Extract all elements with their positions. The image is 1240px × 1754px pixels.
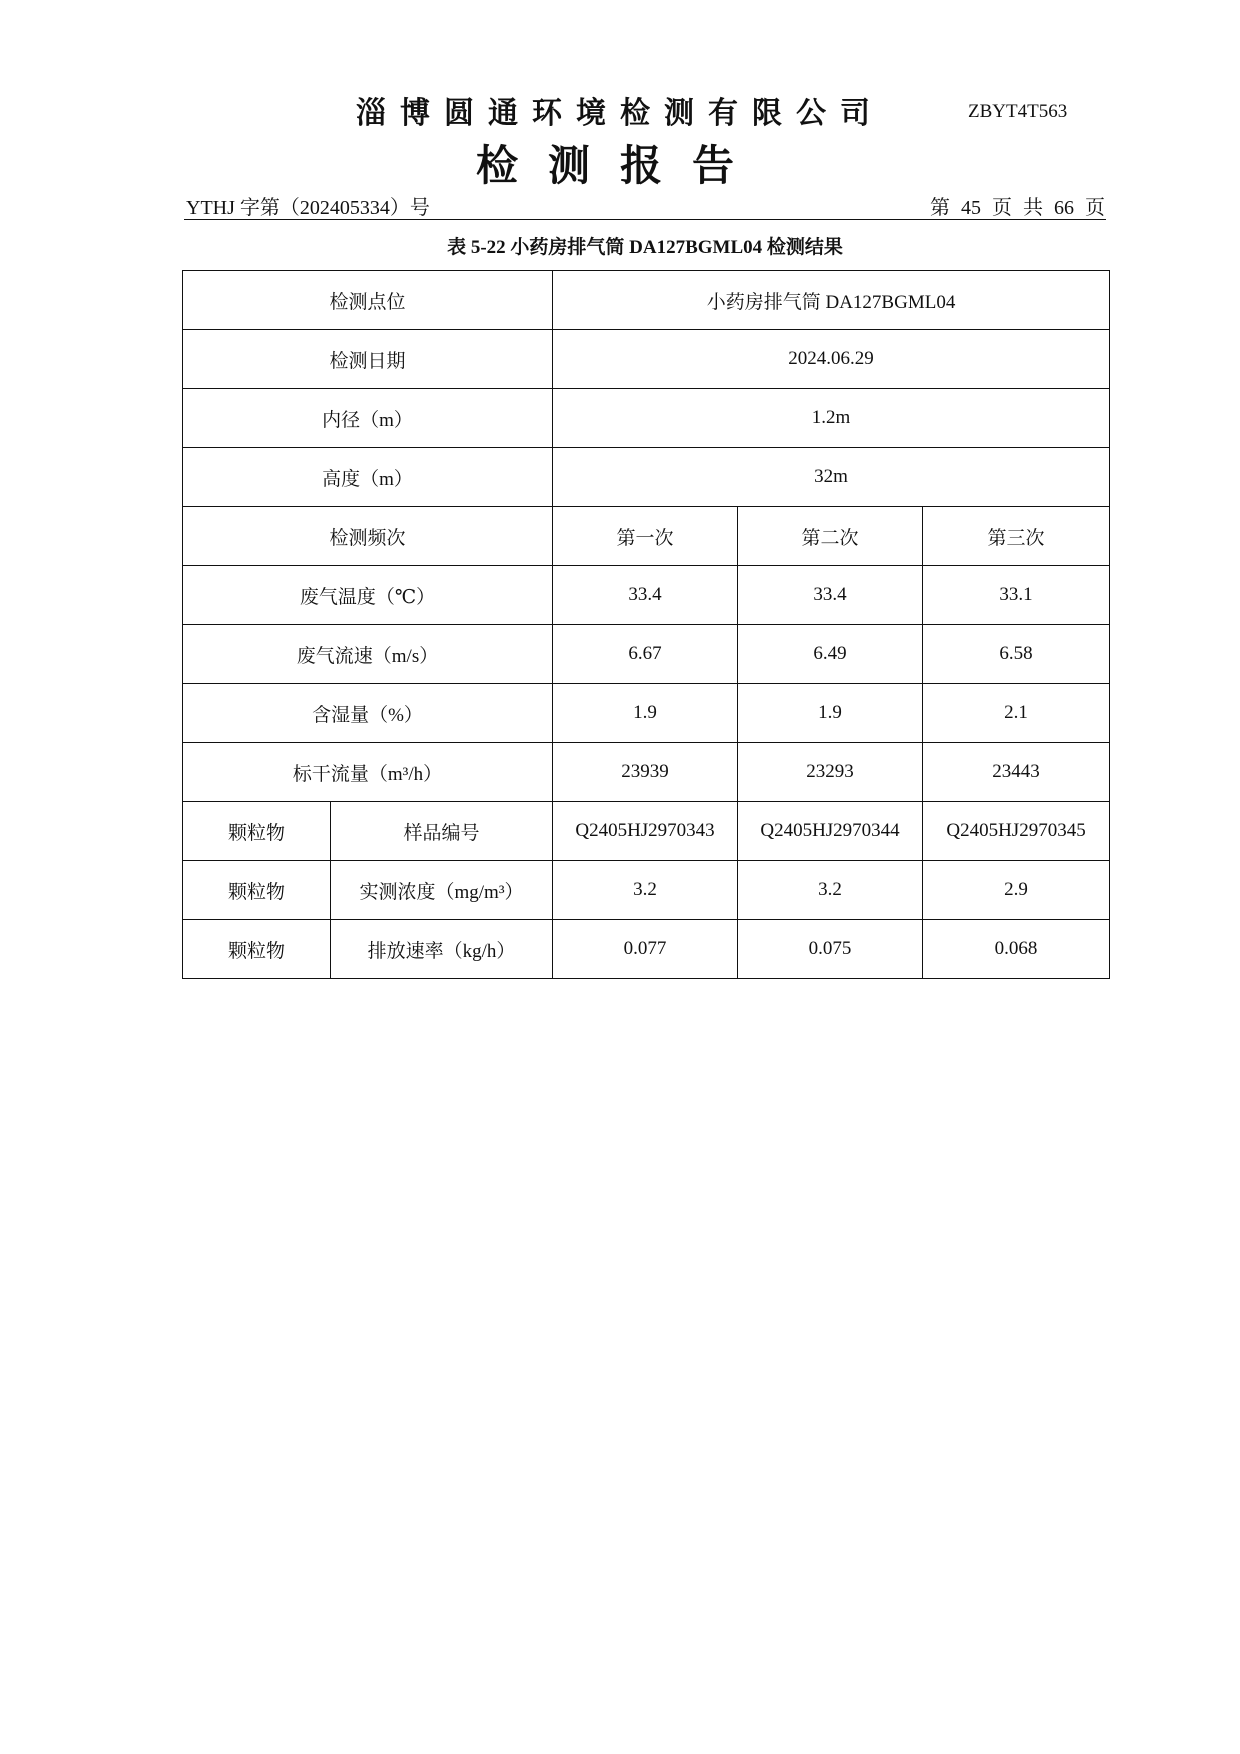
table-cell: 6.49: [738, 625, 923, 684]
table-cell: 23443: [923, 743, 1110, 802]
table-row: [183, 389, 1110, 448]
pollutant-label: 颗粒物: [183, 861, 331, 920]
table-cell: 23939: [553, 743, 738, 802]
table-cell: 第二次: [738, 507, 923, 566]
table-cell: Q2405HJ2970344: [738, 802, 923, 861]
header-divider: [184, 219, 1106, 220]
results-table: [182, 270, 1110, 979]
table-cell: 0.068: [923, 920, 1110, 979]
row-label: 检测点位: [183, 271, 553, 330]
row-label: 高度（m）: [183, 448, 553, 507]
pollutant-label: 颗粒物: [183, 802, 331, 861]
row-value: 32m: [553, 448, 1110, 507]
table-row: [183, 507, 1110, 566]
row-label: 检测日期: [183, 330, 553, 389]
row-label: 废气流速（m/s）: [183, 625, 553, 684]
item-label: 排放速率（kg/h）: [331, 920, 553, 979]
row-label: 标干流量（m³/h）: [183, 743, 553, 802]
row-value: 1.2m: [553, 389, 1110, 448]
table-row: [183, 920, 1110, 979]
table-cell: Q2405HJ2970345: [923, 802, 1110, 861]
table-cell: 2.1: [923, 684, 1110, 743]
table-row: [183, 448, 1110, 507]
pollutant-label: 颗粒物: [183, 920, 331, 979]
document-code: ZBYT4T563: [968, 101, 1068, 122]
table-row: [183, 743, 1110, 802]
table-row: [183, 802, 1110, 861]
table-row: [183, 330, 1110, 389]
report-title: 检测报告: [475, 141, 764, 190]
table-row: [183, 625, 1110, 684]
table-cell: 第三次: [923, 507, 1110, 566]
table-cell: 第一次: [553, 507, 738, 566]
table-cell: Q2405HJ2970343: [553, 802, 738, 861]
report-number: YTHJ 字第（202405334）号: [186, 197, 430, 219]
table-row: [183, 271, 1110, 330]
row-label: 内径（m）: [183, 389, 553, 448]
table-cell: 1.9: [738, 684, 923, 743]
table-row: [183, 861, 1110, 920]
table-cell: 0.075: [738, 920, 923, 979]
table-cell: 3.2: [553, 861, 738, 920]
table-cell: 23293: [738, 743, 923, 802]
table-caption: 表 5-22 小药房排气筒 DA127BGML04 检测结果: [447, 237, 843, 258]
table-cell: 2.9: [923, 861, 1110, 920]
table-cell: 6.67: [553, 625, 738, 684]
item-label: 样品编号: [331, 802, 553, 861]
row-label: 废气温度（℃）: [183, 566, 553, 625]
table-cell: 6.58: [923, 625, 1110, 684]
table-cell: 33.4: [738, 566, 923, 625]
table-cell: 33.1: [923, 566, 1110, 625]
row-label: 含湿量（%）: [183, 684, 553, 743]
row-value: 小药房排气筒 DA127BGML04: [553, 271, 1110, 330]
row-label: 检测频次: [183, 507, 553, 566]
row-value: 2024.06.29: [553, 330, 1110, 389]
table-cell: 3.2: [738, 861, 923, 920]
table-row: [183, 684, 1110, 743]
table-cell: 1.9: [553, 684, 738, 743]
page-info: 第 45 页 共 66 页: [930, 197, 1105, 219]
item-label: 实测浓度（mg/m³）: [331, 861, 553, 920]
table-cell: 33.4: [553, 566, 738, 625]
table-cell: 0.077: [553, 920, 738, 979]
table-row: [183, 566, 1110, 625]
company-name: 淄博圆通环境检测有限公司: [356, 96, 884, 131]
